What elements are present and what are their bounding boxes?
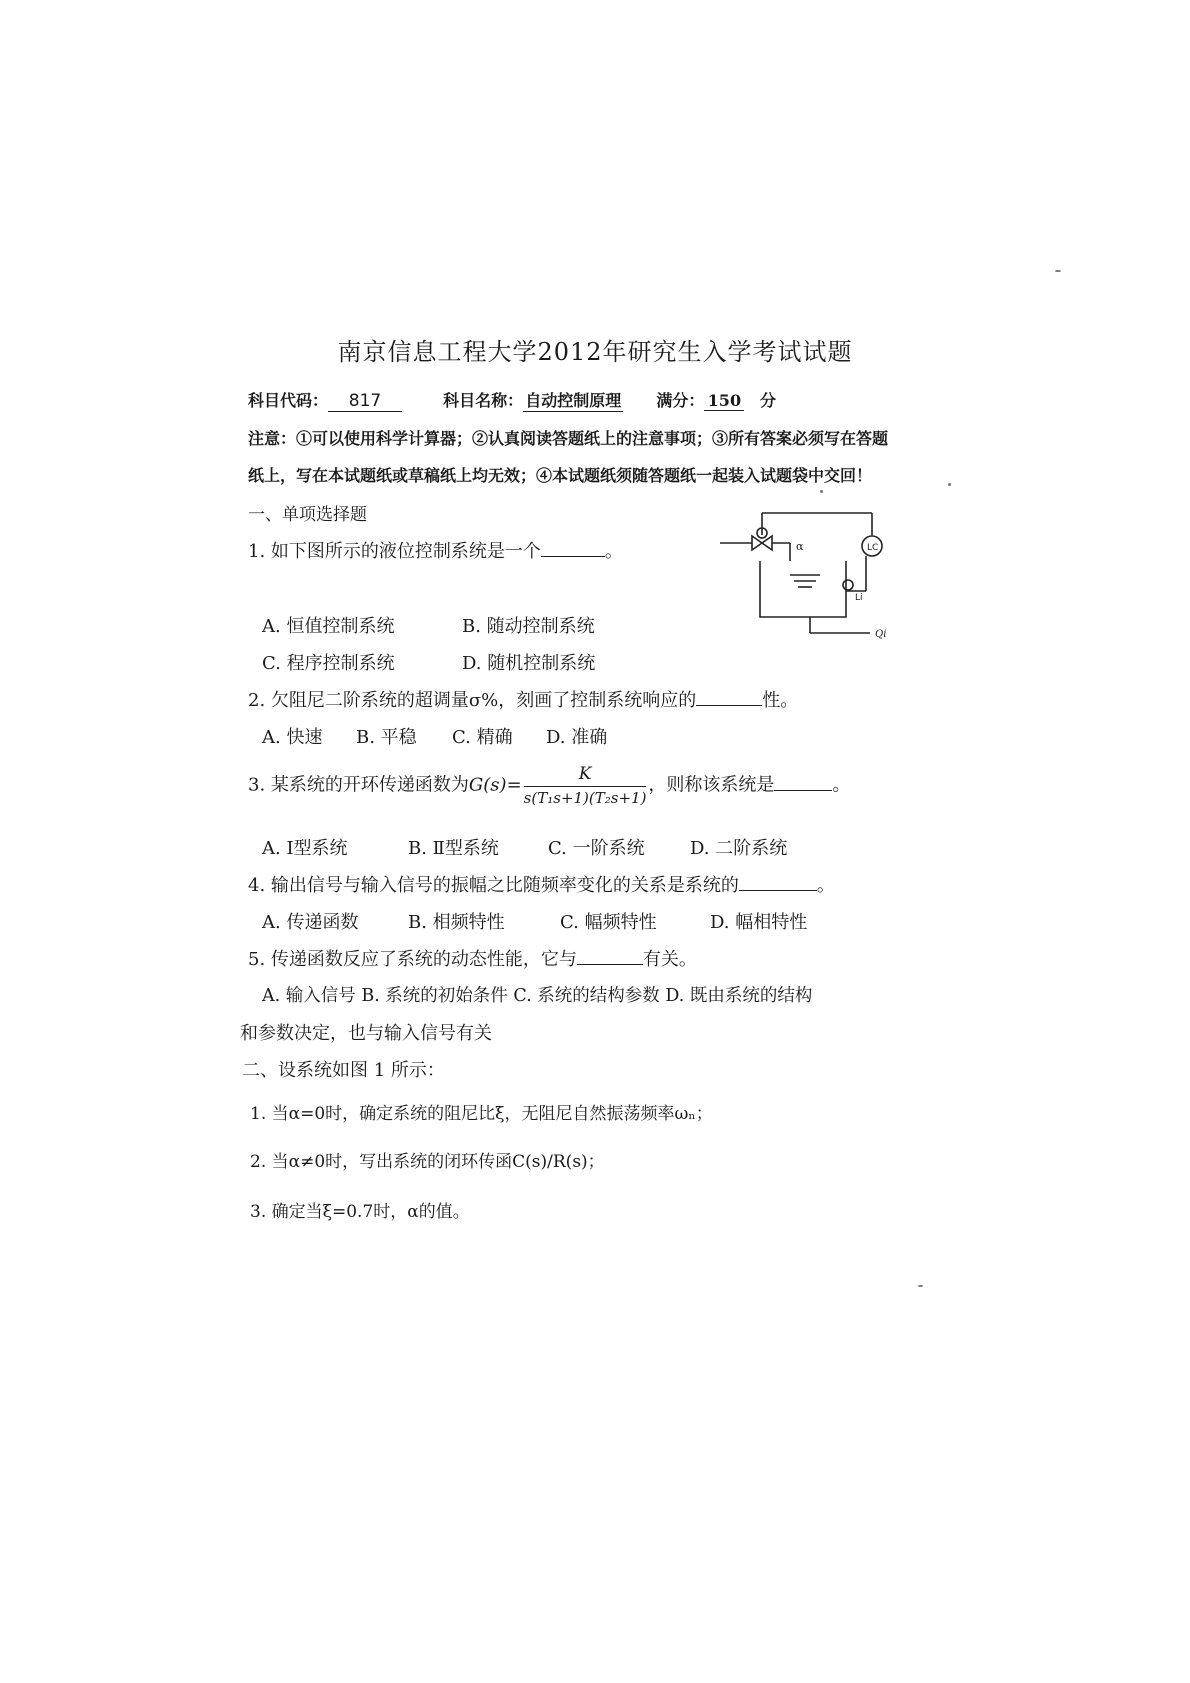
answer-blank (774, 790, 832, 791)
question-5-text: 5. 传递函数反应了系统的动态性能，它与 (248, 949, 577, 970)
diagram-label-level: Li (855, 593, 863, 603)
answer-blank (696, 705, 762, 706)
q3-option-b: B. Ⅱ型系统 (408, 838, 499, 859)
question-3-prefix: 3. 某系统的开环传递函数为 (248, 774, 469, 796)
transfer-function-label: G(s)= (468, 774, 522, 796)
question-4-end: 。 (816, 875, 835, 896)
q2-option-a: A. 快速 (262, 727, 323, 748)
q1-option-d: D. 随机控制系统 (462, 653, 596, 674)
section-2-item-3: 3. 确定当ξ=0.7时，α的值。 (250, 1202, 470, 1222)
fraction-denominator: s(T₁s+1)(T₂s+1) (523, 789, 647, 807)
scan-speck (948, 483, 951, 486)
answer-blank (739, 890, 817, 891)
q4-option-c: C. 幅频特性 (560, 912, 657, 933)
score-unit: 分 (759, 391, 776, 410)
notice-line-1: 注意：①可以使用科学计算器；②认真阅读答题纸上的注意事项；③所有答案必须写在答题 (248, 429, 889, 448)
question-1-end: 。 (604, 541, 623, 562)
question-5 (248, 945, 697, 971)
q1-option-c: C. 程序控制系统 (262, 653, 395, 674)
diagram-label-controller: LC (867, 543, 879, 553)
section-1-heading: 一、单项选择题 (248, 505, 367, 525)
q4-option-b: B. 相频特性 (408, 912, 505, 933)
diagram-label-valve: α (796, 540, 804, 553)
section-2-item-2: 2. 当α≠0时，写出系统的闭环传函C(s)/R(s)； (250, 1152, 605, 1172)
q4-option-a: A. 传递函数 (262, 912, 359, 933)
question-2 (248, 686, 798, 712)
question-3 (248, 764, 850, 807)
q3-option-a: A. Ⅰ型系统 (262, 838, 348, 859)
code-label: 科目代码： (248, 391, 329, 410)
question-4-text: 4. 输出信号与输入信号的振幅之比随频率变化的关系是系统的 (248, 875, 739, 896)
section-2-item-1: 1. 当α=0时，确定系统的阻尼比ξ，无阻尼自然振荡频率ωₙ； (250, 1104, 713, 1124)
scan-speck (820, 490, 823, 493)
code-value: 817 (328, 391, 402, 412)
q1-option-b: B. 随动控制系统 (462, 616, 595, 637)
q5-options-line: A. 输入信号 B. 系统的初始条件 C. 系统的结构参数 D. 既由系统的结构 (262, 986, 813, 1006)
question-1-text: 1. 如下图所示的液位控制系统是一个 (248, 541, 541, 562)
liquid-level-control-diagram (720, 505, 910, 655)
question-4 (248, 871, 835, 897)
answer-blank (577, 964, 643, 965)
diagram-label-outlet: Qi (875, 629, 887, 640)
notice-line-2: 纸上，写在本试题纸或草稿纸上均无效；④本试题纸须随答题纸一起装入试题袋中交回！ (248, 466, 873, 485)
name-value: 自动控制原理 (523, 388, 623, 412)
question-2-end: 性。 (762, 690, 799, 711)
question-1 (248, 537, 623, 563)
question-5-end: 有关。 (642, 949, 697, 970)
scan-speck (918, 1285, 923, 1287)
q2-option-c: C. 精确 (452, 727, 513, 748)
q1-option-a: A. 恒值控制系统 (262, 616, 395, 637)
q4-option-d: D. 幅相特性 (710, 912, 808, 933)
scan-speck (1055, 270, 1061, 272)
score-label: 满分： (656, 391, 705, 410)
exam-meta (248, 388, 776, 412)
q3-option-d: D. 二阶系统 (690, 838, 788, 859)
transfer-function-fraction (524, 764, 647, 807)
section-2-heading: 二、设系统如图 1 所示： (242, 1060, 445, 1081)
question-2-text: 2. 欠阻尼二阶系统的超调量σ%，刻画了控制系统响应的 (248, 690, 697, 711)
fraction-numerator: K (524, 764, 647, 787)
score-value: 150 (704, 391, 744, 411)
q2-option-d: D. 准确 (546, 727, 608, 748)
q5-options-continued: 和参数决定，也与输入信号有关 (240, 1023, 492, 1044)
question-3-end: 。 (832, 774, 851, 796)
answer-blank (541, 556, 605, 557)
exam-title: 南京信息工程大学2012年研究生入学考试试题 (337, 338, 853, 366)
name-label: 科目名称： (443, 391, 524, 410)
q2-option-b: B. 平稳 (356, 727, 417, 748)
question-3-suffix: ，则称该系统是 (648, 774, 775, 796)
q3-option-c: C. 一阶系统 (548, 838, 645, 859)
